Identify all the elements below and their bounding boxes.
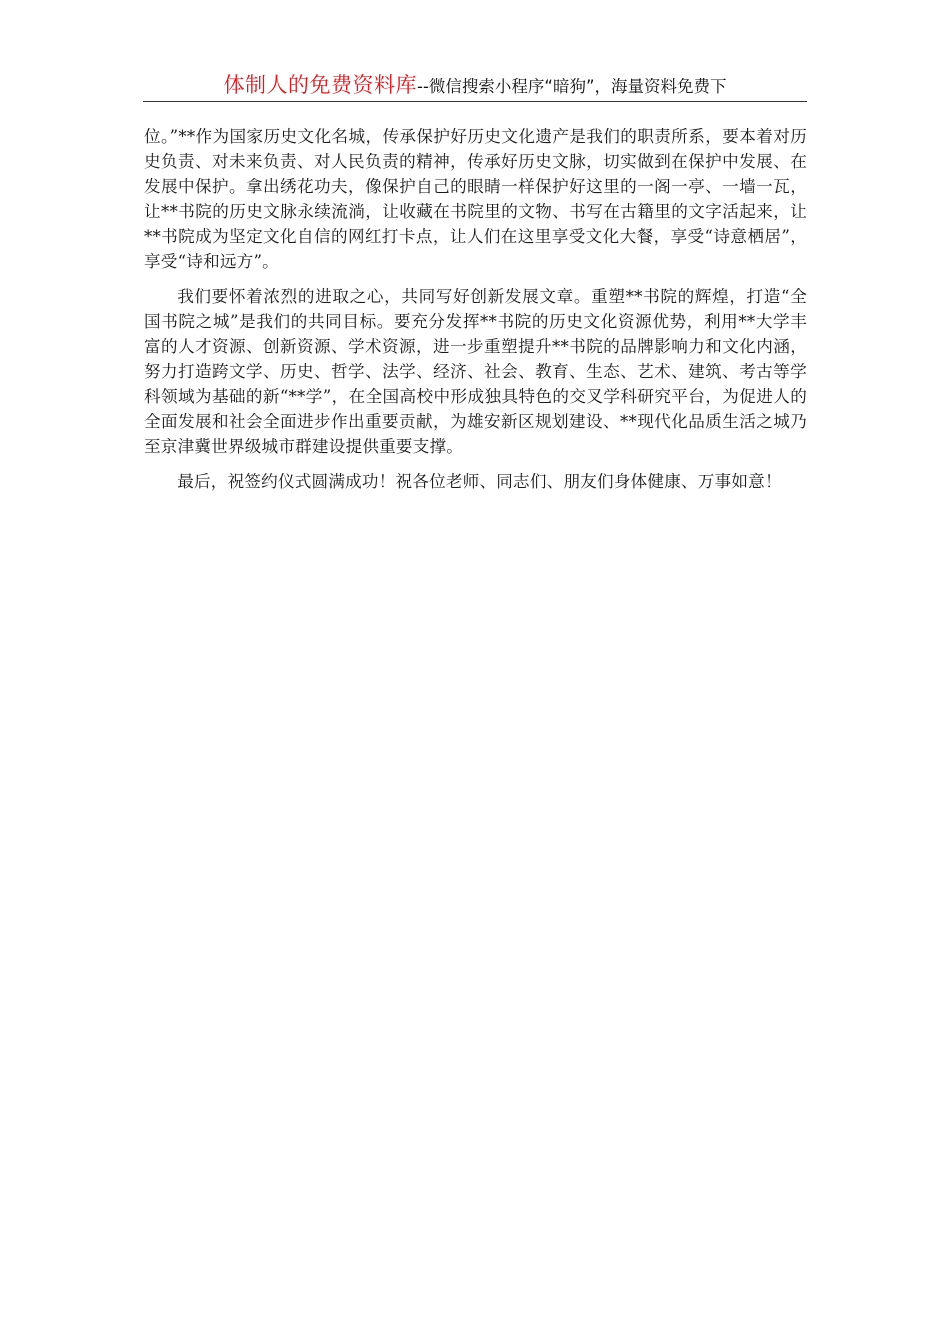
header-brand-title: 体制人的免费资料库 [223, 73, 417, 97]
document-body [144, 124, 807, 504]
paragraph-closing: 最后，祝签约仪式圆满成功！祝各位老师、同志们、朋友们身体健康、万事如意！ [177, 472, 782, 491]
header-tagline: --微信搜索小程序“暗狗”，海量资料免费下 [416, 77, 727, 96]
paragraph-continuation: 位。”**作为国家历史文化名城，传承保护好历史文化遗产是我们的职责所系，要本着对历史负责、对未来负责、对人民负责的精神，传承好历史文脉，切实做到在保护中发展、在发展中保护。拿出绣花功夫，像保护自己的眼睛一样保护好这里的一阁一亭、一墙一瓦，让**书院的历史文脉永续流淌，让收藏在书院里的文物、书写在古籍里的文字活起来，让**书院成为坚定文化自信的网红打卡点，让人们在这里享受文化大餐，享受“诗意栖居”，享受“诗和远方”。 [144, 127, 807, 271]
header-divider [143, 101, 807, 102]
page-header [143, 70, 807, 100]
paragraph-innovation: 我们要怀着浓烈的进取之心，共同写好创新发展文章。重塑**书院的辉煌，打造“全国书院之城”是我们的共同目标。要充分发挥**书院的历史文化资源优势，利用**大学丰富的人才资源、创新资源、学术资源，进一步重塑提升**书院的品牌影响力和文化内涵，努力打造跨文学、历史、哲学、法学、经济、社会、教育、生态、艺术、建筑、考古等学科领域为基础的新“**学”，在全国高校中形成独具特色的交叉学科研究平台，为促进人的全面发展和社会全面进步作出重要贡献，为雄安新区规划建设、**现代化品质生活之城乃至京津冀世界级城市群建设提供重要支撑。 [144, 287, 807, 456]
